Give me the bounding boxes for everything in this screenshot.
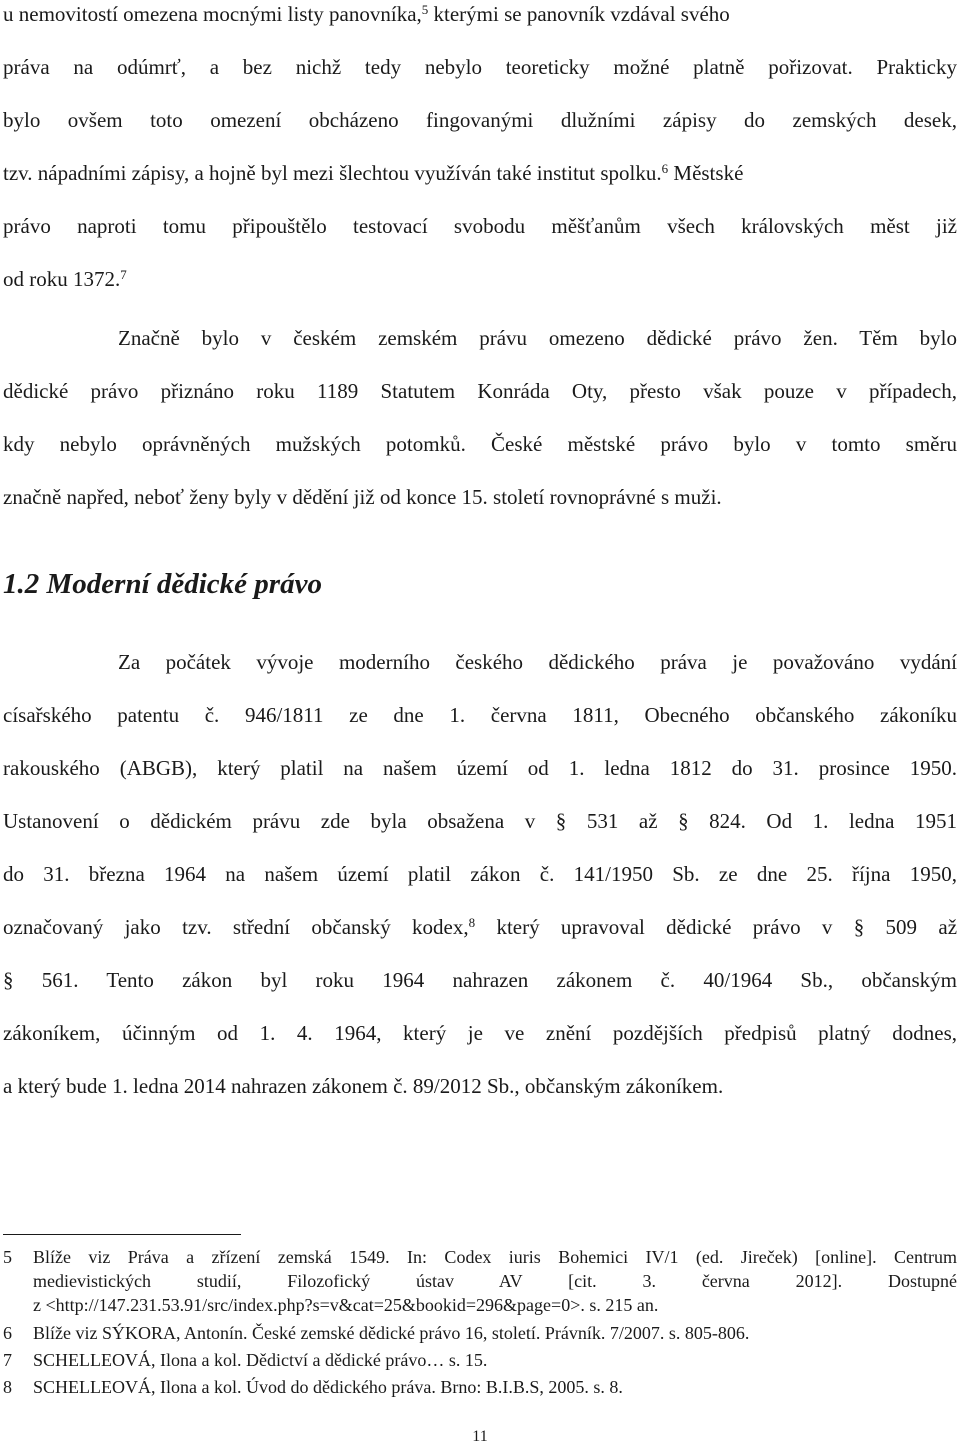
text-line: a který bude 1. ledna 2014 nahrazen zákonem č. 89/2012 Sb., občanským zákoníkem.	[3, 1074, 724, 1098]
footnote-text: Blíže viz Práva a zřízení zemská 1549. In: Codex iuris Bohemici IV/1 (ed. Jireček) [online]. Centrum	[33, 1247, 957, 1267]
footnote-separator	[3, 1234, 241, 1235]
footnote-link[interactable]: z <http://147.231.53.91/src/index.php?s=v&cat=25&bookid=296&page=0>. s. 215 an.	[33, 1295, 659, 1315]
paragraph-2	[3, 312, 957, 524]
text-line: § 561. Tento zákon byl roku 1964 nahrazen zákonem č. 40/1964 Sb., občanským	[3, 968, 957, 992]
text-line: zákoníkem, účinným od 1. 4. 1964, který je ve znění pozdějších předpisů platný dodnes,	[3, 1021, 957, 1045]
text-line: tzv. nápadními zápisy, a hojně byl mezi šlechtou využíván také institut spolku.$^6$ Městské	[3, 161, 744, 185]
footnote-number: 8	[3, 1377, 12, 1397]
footnote-ref-5[interactable]: 5	[421, 2, 429, 17]
text-line: dědické právo přiznáno roku 1189 Statutem Konráda Oty, přesto však pouze v případech,	[3, 379, 957, 403]
text-line: právo naproti tomu připouštělo testovací svobodu měšťanům všech královských měst již	[3, 214, 957, 238]
text-line: kdy nebylo oprávněných mužských potomků. České městské právo bylo v tomto směru	[3, 432, 957, 456]
text-line: do 31. března 1964 na našem území platil zákon č. 141/1950 Sb. ze dne 25. října 1950,	[3, 862, 957, 886]
paragraph-1	[3, 0, 957, 306]
page-number: 11	[472, 1428, 488, 1445]
footnote-text: Blíže viz SÝKORA, Antonín. České zemské dědické právo 16, století. Právník. 7/2007. s. 805-806.	[33, 1323, 750, 1343]
text-line: Značně bylo v českém zemském právu omezeno dědické právo žen. Těm bylo	[118, 326, 957, 350]
paragraph-3	[3, 636, 957, 1113]
text-line: rakouského (ABGB), který platil na našem území od 1. ledna 1812 do 31. prosince 1950.	[3, 756, 957, 780]
text-line: u nemovitostí omezena mocnými listy panovníka,$^5$ kterými se panovník vzdával svého	[3, 2, 730, 26]
footnote-ref-6[interactable]: 6	[661, 161, 669, 176]
text-line: bylo ovšem toto omezení obcházeno fingovanými dlužními zápisy do zemských desek,	[3, 108, 957, 132]
footnote-ref-7[interactable]: 7	[120, 267, 127, 282]
text-line: značně napřed, neboť ženy byly v dědění již od konce 15. století rovnoprávné s muži.	[3, 485, 722, 509]
text-line: práva na odúmrť, a bez nichž tedy nebylo teoreticky možné platně pořizovat. Prakticky	[3, 55, 957, 79]
footnote-text: SCHELLEOVÁ, Ilona a kol. Dědictví a dědické právo… s. 15.	[33, 1350, 488, 1370]
text-line: císařského patentu č. 946/1811 ze dne 1. června 1811, Obecného občanského zákoníku	[3, 703, 957, 727]
text-line: Ustanovení o dědickém právu zde byla obsažena v § 531 až § 824. Od 1. ledna 1951	[3, 809, 957, 833]
text-line: Za počátek vývoje moderního českého dědického práva je považováno vydání	[118, 650, 957, 674]
footnote-number: 5	[3, 1247, 12, 1267]
footnote-text: SCHELLEOVÁ, Ilona a kol. Úvod do dědického práva. Brno: B.I.B.S, 2005. s. 8.	[33, 1377, 623, 1397]
footnote-ref-8[interactable]: 8	[468, 915, 476, 930]
text-line: od roku 1372.$^7$	[3, 267, 127, 291]
section-heading: 1.2 Moderní dědické právo	[3, 568, 322, 600]
footnote-number: 6	[3, 1323, 12, 1343]
footnote-text: medievistických studií, Filozofický ústav AV [cit. 3. června 2012]. Dostupné	[33, 1271, 957, 1291]
text-line: označovaný jako tzv. střední občanský kodex,$^8$ který upravoval dědické právo v § 509 až	[3, 915, 957, 939]
footnote-number: 7	[3, 1350, 12, 1370]
